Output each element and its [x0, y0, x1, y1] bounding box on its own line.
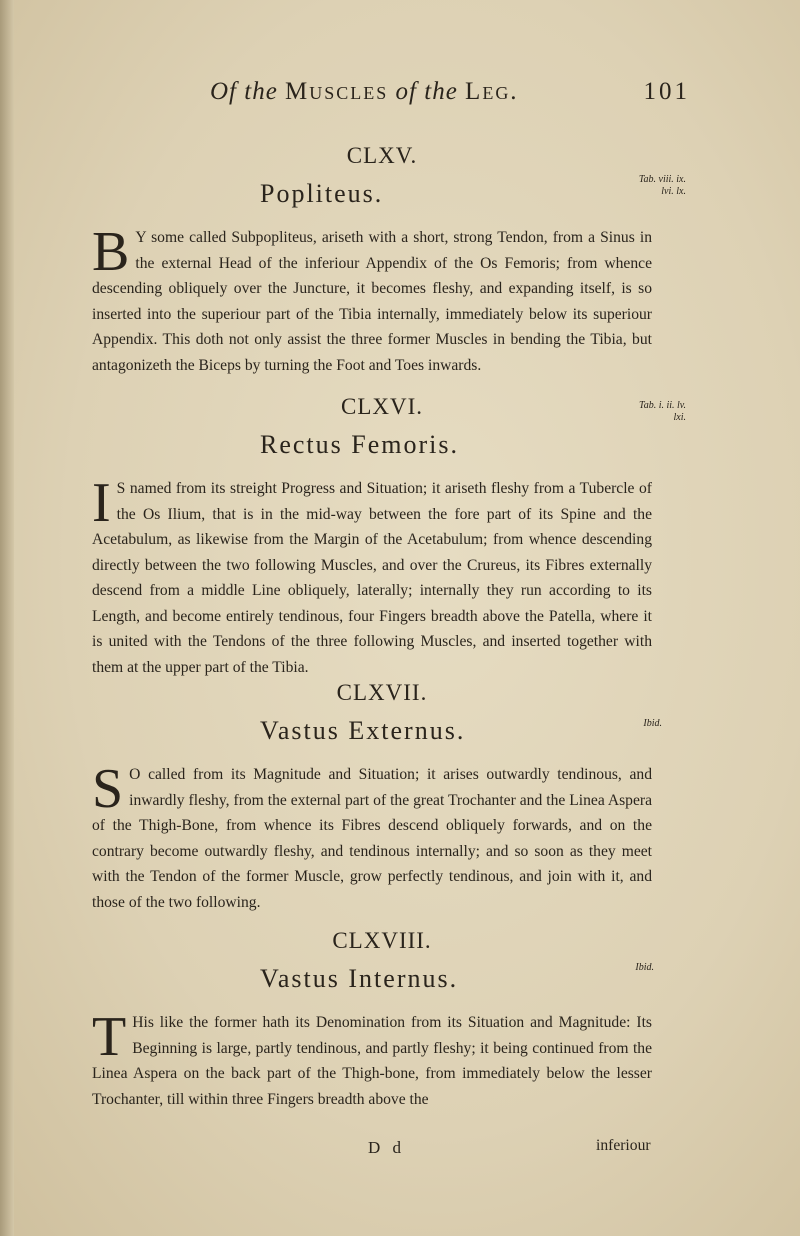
section-text: S O called from its Magnitude and Situation; it arises outwardly tendinous, and inwardly fleshy, from the external part of the great Trochanter and the Linea Aspera of the Thigh-Bone, from whence its Fibres descend obliquely forwards, and on the contrary become outwardly fleshy, and tendinous internally; and so soon as they meet with the Tendon of the former Muscle, grow perfectly tendinous, and join with it, and those of the two following.: [92, 758, 652, 911]
section-clxviii: [92, 928, 652, 1112]
section-numeral: CLXVIII.: [332, 928, 432, 953]
running-title: Of the Muscles of the Leg.: [210, 78, 519, 105]
section-heading: Vastus Externus.: [260, 716, 466, 745]
section-numeral: CLXVII.: [336, 680, 428, 705]
section-heading: Vastus Internus.: [260, 964, 459, 993]
catchword: inferiour: [596, 1137, 651, 1154]
section-text: T His like the former hath its Denomination from its Situation and Magnitude: Its Beginning is large, partly tendinous, and partly fleshy; it being continued from the Linea Aspera on the back part of the Thigh-bone, from immediately below the lesser Trochanter, till within three Fingers breadth above the: [92, 1006, 652, 1108]
running-head: [210, 78, 690, 114]
drop-cap: B: [92, 221, 130, 283]
side-note: Tab. viii. ix. lvi. lx.: [638, 174, 686, 197]
side-note: Ibid.: [643, 718, 662, 729]
side-note: Ibid.: [635, 962, 654, 973]
signature-mark: D d: [368, 1138, 406, 1157]
side-note: Tab. i. ii. lv. lxi.: [639, 400, 686, 423]
drop-cap: S: [92, 758, 124, 820]
page-gutter: [0, 0, 14, 1236]
drop-cap: T: [92, 1006, 127, 1068]
section-text: I S named from its streight Progress and Situation; it ariseth fleshy from a Tubercle of the Os Ilium, that is in the mid-way between the fore part of its Spine and the Acetabulum, as likewise from the Margin of the Acetabulum; from whence descending directly between the two following Muscles, and over the Crureus, its Fibres externally descend from a middle Line obliquely, laterally; internally they run according to its Length, and become entirely tendinous, four Fingers breadth above the Patella, where it is united with the Tendons of the three following Muscles, and inserted together with them at the upper part of the Tibia.: [92, 472, 652, 676]
section-numeral: CLXV.: [346, 143, 418, 168]
section-clxvii: [92, 680, 652, 915]
section-numeral: CLXVI.: [340, 394, 424, 419]
section-heading: Popliteus.: [260, 179, 384, 208]
section-clxvi: [92, 394, 652, 680]
drop-cap: I: [92, 472, 111, 534]
page-number: 101: [643, 78, 690, 105]
section-text: B Y some called Subpopliteus, ariseth with a short, strong Tendon, from a Sinus in the external Head of the inferiour Appendix of the Os Femoris; from whence descending obliquely over the Juncture, it becomes fleshy, and expanding itself, is so inserted into the superiour part of the Tibia internally, immediately below its superiour Appendix. This doth not only assist the three former Muscles in bending the Tibia, but antagonizeth the Biceps by turning the Foot and Toes inwards.: [92, 221, 652, 374]
section-heading: Rectus Femoris.: [260, 430, 459, 459]
section-clxv: [92, 143, 652, 378]
